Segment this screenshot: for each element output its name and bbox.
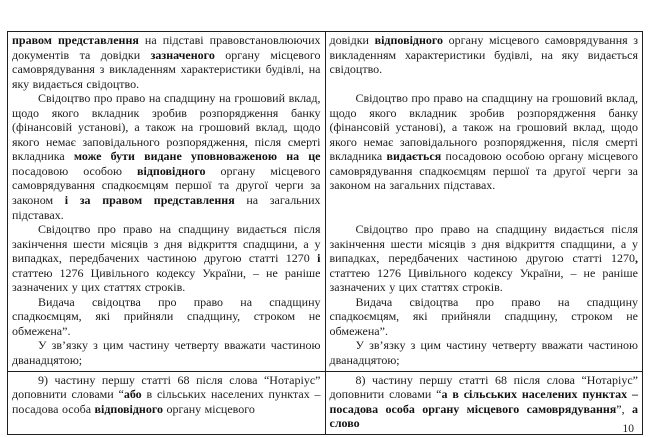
table-row (8, 371, 643, 434)
paragraph: У зв’язку з цим частину четверту вважати частиною дванадцятою; (329, 338, 638, 368)
cell-left-amended-text (8, 32, 326, 372)
paragraph: 8) частину першу статті 68 після слова “Нотаріус” доповнити словами “а в сільських населених пунктах – посадова особа органу місцевого самоврядування”, а слово (329, 372, 638, 431)
paragraph: довідки відповідного органу місцевого самоврядування з викладенням характеристики будівлі, на яку видається свідоцтво. (329, 33, 639, 77)
paragraph: Свідоцтво про право на спадщину видається після закінчення шести місяців з дня відкриття спадщини, а у випадках, передбачених частиною другою статті 1270 і статтею 1276 Цивільного кодексу України, – не раніше зазначених у цих статтях строків. (12, 222, 321, 295)
paragraph: Видача свідоцтва про право на спадщину спадкоємцям, які прийняли спадщину, строком не обмежена”. (329, 294, 638, 338)
paragraph: Свідоцтво про право на спадщину на грошовий вклад, щодо якого вкладник зробив розпорядження банку (фінансовій установі), а також на грошовий вклад, щодо якого немає заповідального розпорядження, після смерті вкладника видається посадовою особою органу місцевого самоврядування спадкоємцям першої та другої черги за законом на загальних підставах. (329, 91, 639, 193)
cell-right-article-68-amendment (325, 371, 643, 434)
cell-left-article-68-amendment (8, 371, 326, 434)
comparison-table (7, 31, 643, 435)
page-number: 10 (622, 423, 634, 435)
paragraph: 9) частину першу статті 68 після слова “Нотаріус” доповнити словами “або в сільських населених пунктах – посадова особа відповідного органу місцевого (12, 372, 321, 416)
paragraph: У зв’язку з цим частину четверту вважати частиною дванадцятою; (12, 338, 321, 368)
table-row (8, 32, 643, 372)
paragraph: Видача свідоцтва про право на спадщину спадкоємцям, які прийняли спадщину, строком не обмежена”. (12, 294, 321, 338)
cell-right-amended-text (325, 32, 643, 372)
paragraph: Свідоцтво про право на спадщину видається після закінчення шести місяців з дня відкриття спадщини, а у випадках, передбачених частиною другою статті 1270, статтею 1276 Цивільного кодексу України, – не раніше зазначених у цих статтях строків. (329, 222, 638, 295)
paragraph: правом представлення на підставі правовстановлюючих документів та довідки зазначеного органу місцевого самоврядування з викладенням характеристики будівлі, на яку видається свідоцтво. (12, 33, 321, 91)
paragraph: Свідоцтво про право на спадщину на грошовий вклад, щодо якого вкладник зробив розпорядження банку (фінансовій установі), а також на грошовий вклад, щодо якого немає заповідального розпорядження, після смерті вкладника може бути видане уповноваженою на це посадовою особою відповідного органу місцевого самоврядування спадкоємцям першої та другої черги за законом і за правом представлення на загальних підставах. (12, 91, 321, 222)
